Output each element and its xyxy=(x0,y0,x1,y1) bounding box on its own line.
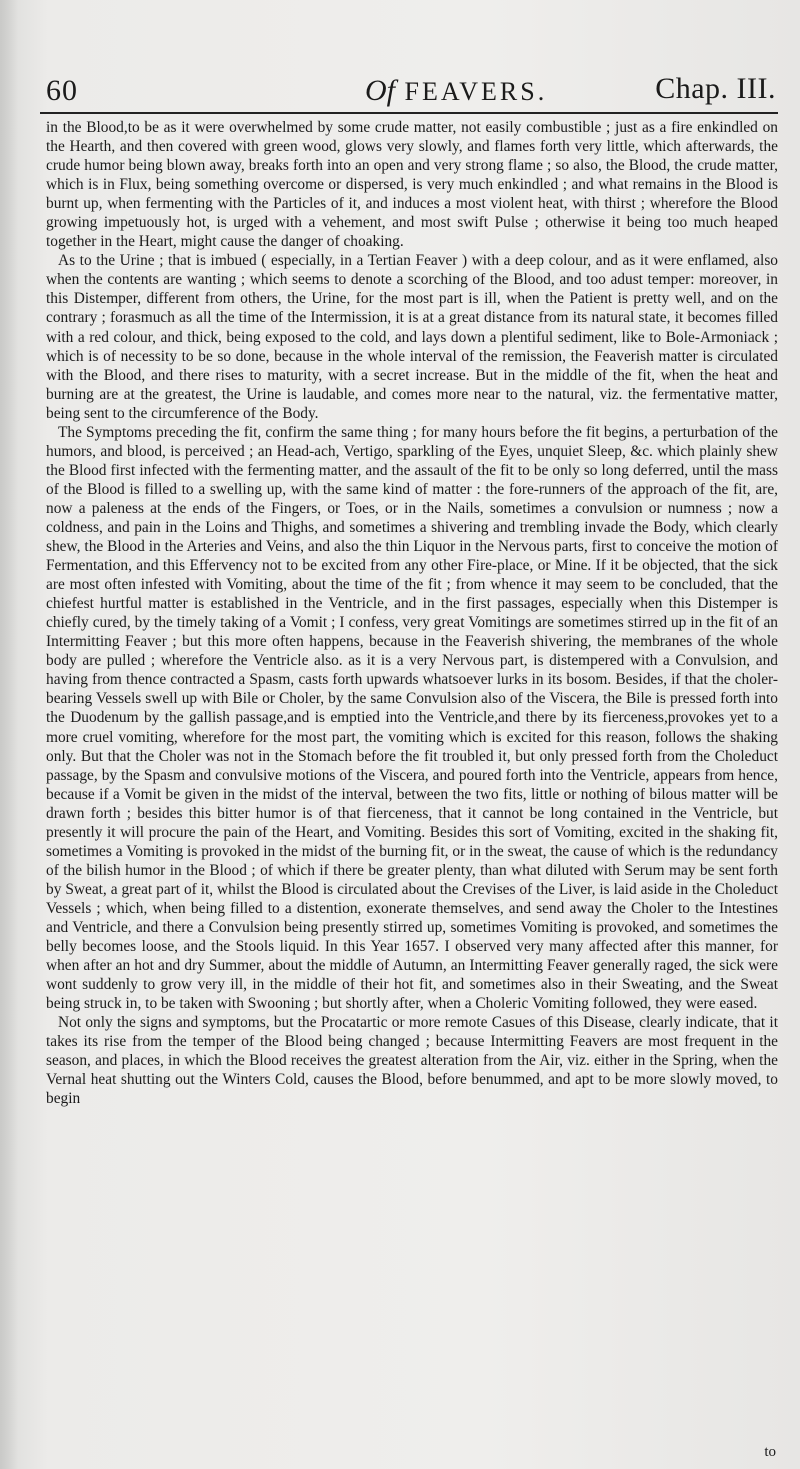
body-text xyxy=(46,118,778,1439)
paragraph-symptoms: The Symptoms preceding the fit, confirm the same thing ; for many hours before the fit begins, a perturbation of the humors, and blood, is perceived ; an Head-ach, Vertigo, sparkling of the Eyes, unquiet Sleep, &c. which plainly shew the Blood first infected with the fermenting matter, and the assault of the fit to be only so long deferred, until the mass of the Blood is filled to a swelling up, with the same kind of matter : the fore-runners of the approach of the fit, are, now a paleness at the ends of the Fingers, or Toes, or in the Nails, sometimes a convulsion or numness ; now a coldness, and pain in the Loins and Thighs, and sometimes a shivering and trembling invade the Body, which clearly shew, the Blood in the Arteries and Veins, and also the thin Liquor in the Nervous parts, first to conceive the motion of Fermentation, and this Effervency not to be excited from any other Fire-place, or Mine. If it be objected, that the sick are most often infested with Vomiting, about the time of the fit ; from whence it may seem to be concluded, that the chiefest hurtful matter is established in the Ventricle, and in the first passages, especially when this Distemper is chiefly cured, by the timely taking of a Vomit ; I confess, very great Vomitings are sometimes stirred up in the fit of an Intermitting Feaver ; but this more often happens, because in the Feaverish shivering, the membranes of the whole body are pulled ; wherefore the Ventricle also. as it is a very Nervous part, is distempered with a Convulsion, and having from thence contracted a Spasm, casts forth upwards whatsoever lurks in its bosom. Besides, if that the choler-bearing Vessels swell up with Bile or Choler, by the same Convulsion also of the Viscera, the Bile is pressed forth into the Duodenum by the gallish passage,and is emptied into the Ventricle,and there by its fierceness,provokes yet to a more cruel vomiting, wherefore for the most part, the vomiting which is excited for this reason, follows the shaking only. But that the Choler was not in the Stomach before the fit troubled it, but only pressed forth from the Choleduct passage, by the Spasm and convulsive motions of the Viscera, and poured forth into the Ventricle, appears from hence, because if a Vomit be given in the midst of the interval, between the two fits, little or nothing of bilous matter will be drawn forth ; besides this bitter humor is of that fierceness, that it cannot be long contained in the Ventricle, but presently it will procure the pain of the Heart, and Vomiting. Besides this sort of Vomiting, excited in the shaking fit, sometimes a Vomiting is provoked in the midst of the burning fit, or in the sweat, the cause of which is the redundancy of the bilish humor in the Blood ; of which if there be greater plenty, than what diluted with Serum may be sent forth by Sweat, a great part of it, whilst the Blood is circulated about the Crevises of the Liver, is laid aside in the Choleduct Vessels ; which, when being filled to a distention, exonerate themselves, and send away the Choler to the Intestines and Ventricle, and there a Convulsion being presently stirred up, sometimes Vomiting is provoked, and sometimes the belly becomes loose, and the Stools liquid. In this Year 1657. I observed very many affected after this manner, for when after an hot and dry Summer, about the middle of Autumn, an Intermitting Feaver generally raged, the sick were wont suddenly to grow very ill, in the middle of their hot fit, and sometimes also in their Sweating, and the Sweat being struck in, to be taken with Swooning ; but shortly after, when a Choleric Vomiting followed, they were eased. xyxy=(46,423,778,1013)
running-head-title: FEAVERS. xyxy=(404,77,548,106)
gutter-shadow xyxy=(0,0,18,1469)
paragraph-causes: Not only the signs and symptoms, but the Procatartic or more remote Casues of this Disease, clearly indicate, that it takes its rise from the temper of the Blood being changed ; because Intermitting Feavers are most frequent in the season, and places, in which the Blood receives the greatest alteration from the Air, viz. either in the Spring, when the Vernal heat shutting out the Winters Cold, causes the Blood, before benummed, and apt to be more slowly moved, to begin xyxy=(46,1014,778,1108)
running-head-of: Of xyxy=(365,74,395,107)
page-number: 60 xyxy=(46,74,78,107)
chapter-label: Chap. III. xyxy=(655,72,776,105)
paragraph-urine: As to the Urine ; that is imbued ( especially, in a Tertian Feaver ) with a deep colour, and as it were enflamed, also when the contents are wanting ; which seems to denote a scorching of the Blood, and too adust temper: moreover, in this Distemper, different from others, the Urine, for the most part is ill, when the Patient is pretty well, and on the contrary ; forasmuch as all the time of the Intermission, it is at a great distance from its natural state, it becomes filled with a red colour, and thick, being exposed to the cold, and lays down a plentiful sediment, like to Bole-Armoniack ; which is of necessity to be so done, because in the whole interval of the remission, the Feaverish matter is circulated with the Blood, and there rises to maturity, with a secret increase. But in the middle of the fit, when the heat and burning are at the greatest, the Urine is laudable, and comes more near to the natural, viz. the fermentative matter, being sent to the circumference of the Body. xyxy=(46,252,778,422)
paragraph-continued: in the Blood,to be as it were overwhelmed by some crude matter, not easily combustible ; just as a fire enkindled on the Hearth, and then covered with green wood, glows very slowly, and flames forth very little, which afterwards, the crude humor being blown away, breaks forth into an open and very strong flame ; so also, the Blood, the crude matter, which is in Flux, being something overcome or dispersed, is very much enkindled ; and what remains in the Blood is burnt up, when fermenting with the Particles of it, and induces a most violent heat, with thirst ; wherefore the Blood growing impetuously hot, is urged with a vehement, and most swift Pulse ; otherwise it being too much heaped together in the Heart, might cause the danger of choaking. xyxy=(46,119,778,251)
page-header xyxy=(40,72,778,114)
running-head xyxy=(365,74,547,108)
catchword: to xyxy=(764,1444,776,1460)
